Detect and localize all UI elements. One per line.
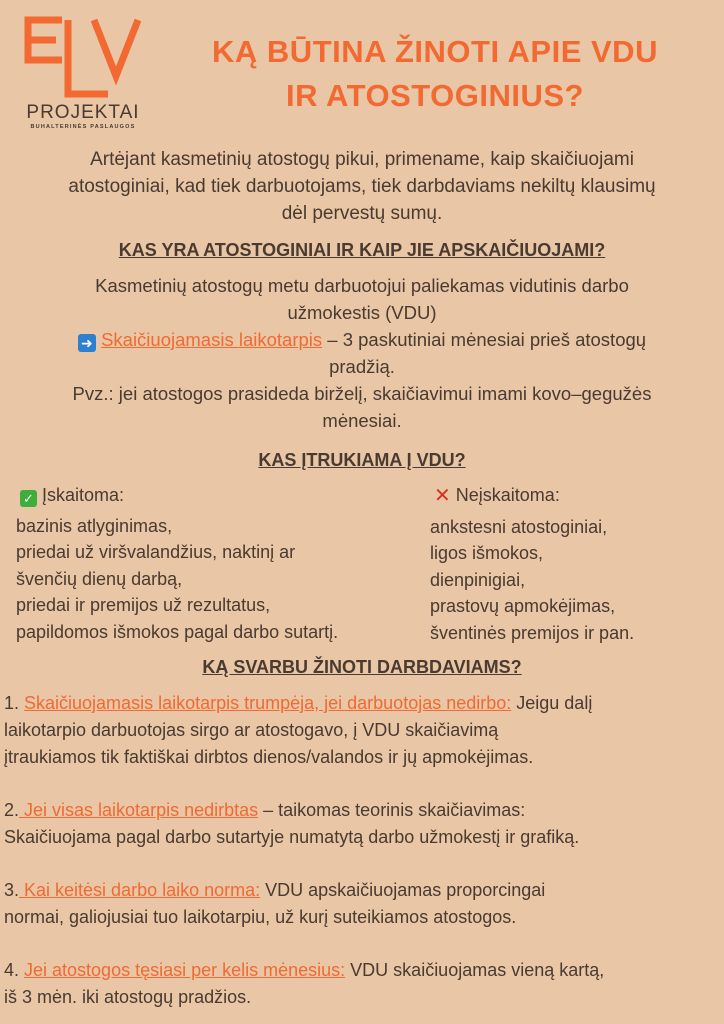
list-item: bazinis atlyginimas, [16,515,173,536]
section-heading-darbdaviams: KĄ SVARBU ŽINOTI DARBDAVIAMS? [202,657,522,677]
section1-line-6: mėnesiai. [322,410,402,431]
list-item: ligos išmokos, [430,543,544,563]
item-number: 3. [4,880,20,900]
item-3-line-2: normai, galiojusiai tuo laikotarpiu, už kurį suteikiamos atostogos. [4,907,517,927]
item-number: 2. [4,800,20,820]
section1-body [10,272,714,434]
item-1-line-3: įtraukiamos tik faktiškai dirbtos dienos/valandos ir jų apmokėjimas. [4,747,534,767]
list-item: dienpinigiai, [430,569,526,590]
list-item: ankstesni atostoginiai, [430,516,608,537]
section-heading-atostoginiai: KAS YRA ATOSTOGINIAI IR KAIP JIE APSKAIČIUOJAMI? [118,240,606,260]
section1-line-3-rest: – 3 paskutiniai mėnesiai prieš atostogų [322,329,647,350]
section1-line-5: Pvz.: jei atostogos prasideda birželį, skaičiavimui imami kovo–gegužės [72,383,652,404]
check-icon: ✓ [20,490,37,507]
section1-line-1: Kasmetinių atostogų metu darbuotojui paliekamas vidutinis darbo [95,275,629,296]
section-heading-vdu: KAS ĮTRUKIAMA Į VDU? [258,450,466,470]
excluded-column [430,482,720,646]
intro-paragraph [10,146,714,227]
item-3-link[interactable]: Kai keitėsi darbo laiko norma: [19,880,261,900]
section1-line-3 [10,326,714,353]
logo [22,14,144,132]
included-column [16,482,416,645]
item-4-link[interactable]: Jei atostogos tęsiasi per kelis mėnesius: [24,960,346,980]
list-item: šventinės premijos ir pan. [430,622,635,643]
arrow-right-icon: ➜ [78,334,96,352]
logo-mark [22,14,144,102]
included-title: Įskaitoma: [42,485,125,505]
item-2-link[interactable]: Jei visas laikotarpis nedirbtas [19,800,259,820]
employer-item-4 [4,957,720,1011]
title-line-1: KĄ BŪTINA ŽINOTI APIE VDU [212,34,658,69]
logo-name: PROJEKTAI [26,102,140,123]
item-4-line-2: iš 3 mėn. iki atostogų pradžios. [4,987,252,1007]
list-item: priedai ir premijos už rezultatus, [16,595,271,615]
intro-line-3: dėl pervestų sumų. [281,203,443,224]
employer-item-1 [4,690,720,771]
title-line-2: IR ATOSTOGINIUS? [286,78,584,113]
list-item: papildomos išmokos pagal darbo sutartį. [16,621,339,642]
item-1-link[interactable]: Skaičiuojamasis laikotarpis trumpėja, jei darbuotojas nedirbo: [24,693,512,713]
employer-item-3 [4,877,720,931]
employer-item-2 [4,797,720,851]
item-number: 4. [4,960,25,980]
item-2-line-2: Skaičiuojama pagal darbo sutartyje numatytą darbo užmokestį ir grafiką. [4,827,580,847]
cross-icon: ✕ [434,485,451,507]
section1-line-2: užmokestis (VDU) [287,302,437,323]
item-3-rest: VDU apskaičiuojamas proporcingai [260,880,546,900]
item-4-rest: VDU skaičiuojamas vieną kartą, [345,960,605,980]
list-item: prastovų apmokėjimas, [430,596,616,616]
list-item: švenčių dienų darbą, [16,568,183,589]
excluded-title: Neįskaitoma: [455,485,560,505]
page-title [165,30,705,118]
item-number: 1. [4,693,25,713]
intro-line-1: Artėjant kasmetinių atostogų pikui, primename, kaip skaičiuojami [90,149,634,170]
included-title-row [20,482,416,509]
list-item: priedai už viršvalandžius, naktinį ar [16,542,296,562]
item-1-line-2: laikotarpio darbuotojas sirgo ar atostogavo, į VDU skaičiavimą [4,720,499,740]
intro-line-2: atostoginiai, kad tiek darbuotojams, tiek darbdaviams nekiltų klausimų [68,176,656,197]
excluded-title-row [434,482,720,510]
item-1-rest: Jeigu dalį [511,693,593,713]
section1-line-4: pradžią. [329,356,395,377]
item-2-rest: – taikomas teorinis skaičiavimas: [258,800,526,820]
logo-tagline: BUHALTERINĖS PASLAUGOS [30,124,136,130]
skaiciuojamasis-laikotarpis-link[interactable]: Skaičiuojamasis laikotarpis [101,329,323,350]
